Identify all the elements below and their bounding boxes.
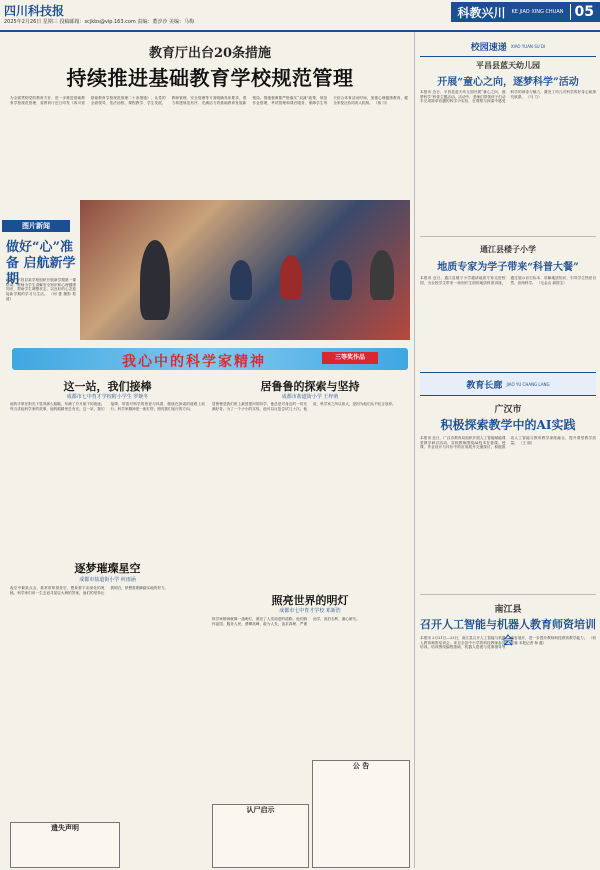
announce-title: 公 告 (352, 761, 370, 770)
section-campus (420, 36, 596, 57)
notice-box (10, 822, 120, 868)
story-title: 召开人工智能与机器人教育师资培训会 (420, 618, 596, 647)
section-education-pinyin: JIAO YU CHANG LANG (506, 381, 550, 387)
photo-student-figure (230, 260, 252, 300)
lead-source: （蒋 川） (373, 100, 390, 105)
lead-kicker: 教育厅出台20条措施 (148, 46, 272, 61)
section-title: 科教兴川 (457, 5, 506, 20)
feature-article-author: 成都市七中育才学校 邓新浩 (279, 608, 341, 614)
recruit-title: 认尸启示 (246, 805, 275, 814)
story-source: （马 力） (526, 94, 542, 99)
story-kicker: 平昌县蓝天幼儿园 (476, 60, 540, 70)
dateline: 2025年2月26日 星期三 投稿邮箱：scjkbs@vip.163.com 责编：董汐沙 美编：马梅 (4, 19, 194, 25)
announce-box (312, 760, 410, 868)
column-divider (414, 32, 415, 868)
award-badge: 三等奖作品 (322, 352, 378, 364)
story-source: （王 丽） (518, 440, 535, 445)
story-body-text: 本报讯 近日，平昌县蓝天幼儿园开展“童心之向，逐梦科学”科普主题活动。活动中，老师们带领孩子们动手完成简单有趣的科学小实验，在观察与探索中感受科学的神奇与魅力，激发了幼儿对科学的好奇心和探究欲望。 (420, 90, 596, 104)
story-body-text: 本报讯 近日，通江县楼子小学邀请地质专家走进校园，为全校学生带来一场别开生面的地质科普讲座，通过展示岩石标本、讲解地质知识，引导学生热爱自然、崇尚科学。 (420, 276, 596, 285)
section-education-title: 教育长廊 (466, 380, 503, 391)
story-title: 地质专家为学子带来“科普大餐” (437, 262, 579, 273)
feature-article-body: 居鲁鲁是我们班上最爱提问的同学，他总是对身边的一切充满好奇。为了一个小小的实验，他可以反复尝试几十次。他说，科学家之所以伟大，是因为他们从不轻言放弃。 (212, 402, 396, 411)
story-body-text: 本报讯 2月21日—23日，南江县召开人工智能与机器人教育师资培训会，来自全县中小学的科技教师参加培训。培训围绕编程基础、机器人搭建与竞赛指导等内容展开，进一步提升教师科技教育教学能力。 (420, 636, 588, 650)
feature-article-body: 科学家精神就像一盏明灯，照亮了人类前进的道路。他们胸怀祖国、服务人民，勇攀高峰、敢为人先，追求真理、严谨治学，淡泊名利、潜心研究。 (212, 617, 360, 626)
newspaper-logo: 四川科技报 (4, 4, 65, 18)
page-number: 05 (570, 4, 594, 20)
section-pinyin: KE JIAO XING CHUAN (511, 9, 564, 15)
feature-article-author: 成都市盐道街小学 何雨涵 (79, 577, 136, 583)
lead-body-text: 为全面贯彻党的教育方针，进一步推进基础教育学校规范管理，省教育厅近日印发《四川省基础教育学校规范管理二十条措施》，从党的全面领导、依法治校、课程教学、学生发展、教师管理、安全管理等方面明确具体要求，着力构建规范有序、充满活力的基础教育发展新格局。措施强调要严格落实“双减”政策，规范作业管理、考试管理和课后服务，保障学生每天综合体育活动时间，加强心理健康教育，健全家校社协同育人机制。 (10, 96, 408, 105)
feature-banner-title: 我心中的科学家精神 (122, 354, 266, 370)
story-kicker: 南江县 (494, 605, 522, 615)
story-body (420, 636, 596, 862)
photo-caption (6, 278, 76, 336)
story-divider (420, 236, 596, 237)
photo-caption-headline: 做好“心”准备 启航新学期 (6, 240, 76, 287)
feature-article-title: 这一站，我们接棒 (63, 380, 152, 393)
section-campus-title: 校园速递 (470, 42, 507, 53)
story-source: （何星蓉 本报记者 杨 蕴） (510, 636, 596, 645)
photo-student-figure (280, 255, 302, 300)
news-photo (80, 200, 410, 340)
story-title: 积极探索教学中的AI实践 (440, 418, 576, 432)
story-title: 开展“童心之向，逐梦科学”活动 (437, 77, 579, 88)
feature-article-title: 逐梦璀璨星空 (74, 562, 141, 575)
photo-caption-text: 近日，平昌县某学校组织开展新学期第一课活动，教师为学生讲解安全知识和心理健康知识，帮助学生调整状态、以良好的心态迎接新学期的学习与生活。 (6, 278, 76, 297)
story-source: （毛金山 翁国宝） (536, 280, 567, 285)
feature-article-author: 成都市盐道街小学 王梓萌 (281, 394, 339, 400)
story-body (420, 276, 596, 364)
feature-article-title: 照亮世界的明灯 (271, 594, 349, 607)
section-badge (451, 2, 600, 22)
notice-title: 遗失声明 (51, 823, 79, 832)
story-body-text: 本报讯 近日，广汉市教育局组织开展人工智能赋能课堂教学研讨活动，各校教师围绕AI技术在备课、授课、作业设计与评价中的应用展开交流探讨，积极推动人工智能与教育教学深度融合，提升课堂教学质量。 (420, 436, 596, 450)
lead-body (10, 96, 408, 176)
feature-article-author: 成都市七中育才学校附小学生 罗婉冬 (66, 394, 149, 400)
recruit-box (212, 804, 309, 868)
feature-article-body: 他的手掌在阳光下显得那么粗糙，布满了岁月留下的痕迹。每当讲起科学家的故事，他的眼睛里总有光。这一站，我们接棒，带着对科学的热爱与执着，继续在探索的道路上前行。科学家精神是一座灯塔，照亮我们前行的方向。 (10, 402, 205, 411)
masthead (0, 0, 600, 32)
feature-article-body: 夜空中繁星点点，我常常仰望星空，想象着宇宙深处的奥秘。科学家们用一生去追寻星辰大海的答案，他们的坚持让我明白，梦想需要脚踏实地的努力。 (10, 586, 168, 595)
story-divider (420, 594, 596, 595)
photo-student-figure (370, 250, 394, 300)
story-body (420, 436, 596, 586)
lead-headline: 持续推进基础教育学校规范管理 (66, 66, 354, 90)
photo-student-figure (330, 260, 352, 300)
section-education (420, 372, 596, 396)
story-kicker: 广汉市 (494, 405, 522, 415)
section-campus-pinyin: XIAO YUAN SU DI (510, 43, 546, 49)
photo-news-label: 图片新闻 (2, 220, 70, 232)
photo-credit: （何 蕾 摄影 报道） (6, 292, 76, 301)
story-body (420, 90, 596, 230)
photo-teacher-figure (140, 240, 170, 320)
story-kicker: 通江县楼子小学 (480, 244, 536, 254)
feature-article-title: 居鲁鲁的探索与坚持 (260, 380, 360, 393)
